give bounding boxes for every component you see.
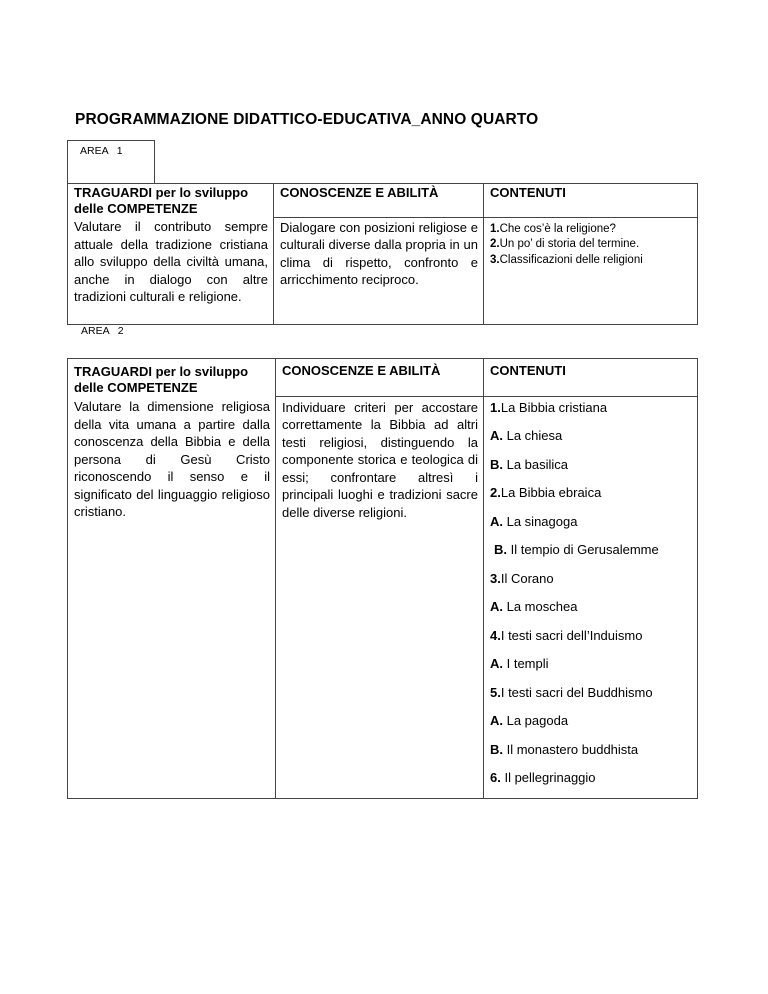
area2-header-traguardi-line2: delle COMPETENZE	[74, 380, 198, 395]
list-item: 2.La Bibbia ebraica	[490, 485, 602, 500]
list-item: 5.I testi sacri del Buddhismo	[490, 684, 653, 700]
area2-conoscenze-text: Individuare criteri per accostare correttamente la Bibbia ad altri testi religiosi, distinguendo la componente storica e teologica di essi; confrontare altresì i principali luoghi e tradizioni sacre delle diverse religioni.	[276, 396, 484, 798]
area2-contenuti-list	[484, 396, 698, 798]
area1-label: AREA 1	[80, 145, 123, 157]
area2-table	[67, 358, 698, 799]
list-item: 3.Il Corano	[490, 570, 554, 586]
area1-header-traguardi-line1: TRAGUARDI per lo sviluppo	[74, 185, 249, 200]
area2-header-contenuti: CONTENUTI	[484, 359, 698, 397]
area1-header-contenuti: CONTENUTI	[484, 184, 698, 218]
page-title: PROGRAMMAZIONE DIDATTICO-EDUCATIVA_ANNO QUARTO	[75, 111, 539, 128]
list-item: A. La sinagoga	[490, 513, 578, 529]
list-item: 3.Classificazioni delle religioni	[490, 253, 643, 266]
area2-label: AREA 2	[81, 325, 124, 337]
area1-conoscenze-text: Dialogare con posizioni religiose e culturali diverse dalla propria in un clima di rispetto, confronto e arricchimento reciproco.	[274, 217, 484, 324]
list-item: B. Il monastero buddhista	[490, 741, 639, 757]
list-item: 2.Un po’ di storia del termine.	[490, 238, 640, 250]
area2-header-traguardi	[68, 359, 276, 397]
area1-traguardi-text: Valutare il contributo sempre attuale della tradizione cristiana allo sviluppo della civiltà umana, anche in dialogo con altre tradizioni culturali e religione.	[68, 217, 274, 324]
area1-header-conoscenze: CONOSCENZE E ABILITÀ	[274, 184, 484, 218]
list-item: B. La basilica	[490, 456, 569, 472]
area2-traguardi-text: Valutare la dimensione religiosa della vita umana a partire dalla conoscenza della Bibbia e della persona di Gesù Cristo riconoscendo il senso e il significato del linguaggio religioso cristiano.	[68, 396, 276, 798]
area1-label-box	[67, 140, 155, 184]
area2-header-conoscenze: CONOSCENZE E ABILITÀ	[276, 359, 484, 397]
area1-header-traguardi	[68, 184, 274, 218]
area1-header-traguardi-line2: delle COMPETENZE	[74, 201, 198, 216]
list-item: 4.I testi sacri dell’Induismo	[490, 627, 643, 643]
list-item: 6. Il pellegrinaggio	[490, 770, 596, 785]
list-item: A. La moschea	[490, 599, 578, 614]
list-item: B. Il tempio di Gerusalemme	[494, 542, 659, 557]
list-item: 1.La Bibbia cristiana	[490, 399, 608, 415]
area1-table	[67, 183, 698, 325]
area2-header-traguardi-line1: TRAGUARDI per lo sviluppo	[74, 364, 249, 379]
area1-contenuti-list	[484, 217, 698, 324]
list-item: 1.Che cos’è la religione?	[490, 222, 616, 235]
list-item: A. La chiesa	[490, 428, 563, 443]
list-item: A. I templi	[490, 656, 549, 671]
list-item: A. La pagoda	[490, 713, 569, 728]
